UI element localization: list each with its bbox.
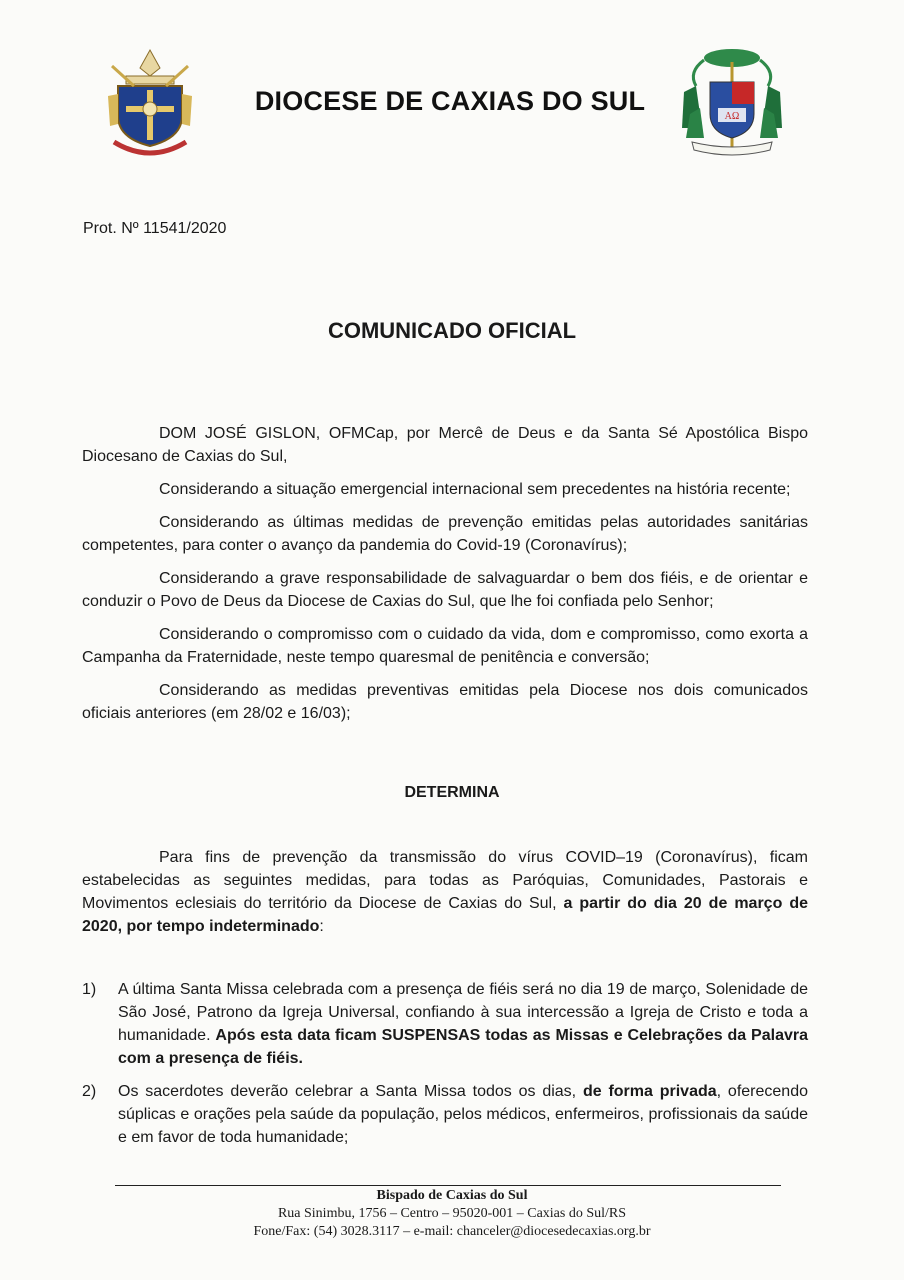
footer <box>0 1187 904 1241</box>
svg-text:AΩ: AΩ <box>724 111 740 122</box>
list-item <box>82 1080 808 1149</box>
measures-text: Para fins de prevenção da transmissão do vírus COVID–19 (Coronavírus), ficam estabelecidas as seguintes medidas, para todas as Paróquias, Comunidades, Pastorais e Movimentos eclesiais do território da Diocese de Caxias do Sul, <box>82 849 808 912</box>
footer-name: Bispado de Caxias do Sul <box>376 1188 528 1203</box>
considering-paragraph: Considerando as medidas preventivas emitidas pela Diocese nos dois comunicados oficiais anteriores (em 28/02 e 16/03); <box>82 682 808 722</box>
bishop-coat-of-arms-icon <box>674 42 790 166</box>
diocese-coat-of-arms-icon <box>104 46 196 164</box>
measures-section <box>82 846 808 948</box>
list-item-number: 1) <box>82 981 97 998</box>
considering-paragraph: Considerando o compromisso com o cuidado da vida, dom e compromisso, como exorta a Campanha da Fraternidade, neste tempo quaresmal de penitência e conversão; <box>82 626 808 666</box>
list-item-text <box>118 1080 808 1149</box>
item-bold: Após esta data ficam SUSPENSAS todas as Missas e Celebrações da Palavra com a presença de fiéis. <box>118 1027 808 1067</box>
considering-paragraph: Considerando as últimas medidas de prevenção emitidas pelas autoridades sanitárias competentes, para conter o avanço da pandemia do Covid-19 (Coronavírus); <box>82 514 808 554</box>
determina-heading: DETERMINA <box>404 784 500 801</box>
considering-paragraph: Considerando a grave responsabilidade de salvaguardar o bem dos fiéis, e de orientar e conduzir o Povo de Deus da Diocese de Caxias do Sul, que lhe foi confiada pelo Senhor; <box>82 570 808 610</box>
intro-paragraph: DOM JOSÉ GISLON, OFMCap, por Mercê de Deus e da Santa Sé Apostólica Bispo Diocesano de Caxias do Sul, <box>82 425 808 465</box>
measures-date-bold: a partir do dia 20 de março de 2020, por tempo indeterminado <box>82 895 808 935</box>
document-title: COMUNICADO OFICIAL <box>327 318 577 343</box>
intro-section <box>82 422 808 735</box>
item-text: Os sacerdotes deverão celebrar a Santa Missa todos os dias, <box>118 1083 583 1100</box>
item-text: A última Santa Missa celebrada com a presença de fiéis será no dia 19 de março, Solenidade de São José, Patrono da Igreja Universal, confiando à sua intercessão a Igreja de Cristo e toda a humanidade. <box>118 981 808 1044</box>
item-bold: de forma privada <box>582 1083 717 1100</box>
considering-paragraph: Considerando a situação emergencial internacional sem precedentes na história recente; <box>159 481 791 498</box>
diocese-title: DIOCESE DE CAXIAS DO SUL <box>254 86 646 116</box>
footer-contact: Fone/Fax: (54) 3028.3117 – e-mail: chanceler@diocesedecaxias.org.br <box>253 1224 651 1239</box>
item-after: , oferecendo súplicas e orações pela saúde da população, pelos médicos, enfermeiros, profissionais da saúde e em favor de toda humanidade; <box>118 1083 808 1146</box>
protocol-number: Prot. Nº 11541/2020 <box>83 220 227 237</box>
measures-paragraph <box>82 846 808 938</box>
list-item-text <box>118 978 808 1070</box>
footer-address: Rua Sinimbu, 1756 – Centro – 95020-001 – Caxias do Sul/RS <box>277 1206 627 1221</box>
measures-list <box>82 978 808 1159</box>
list-item-number: 2) <box>82 1083 97 1100</box>
footer-divider <box>115 1185 781 1186</box>
list-item <box>82 978 808 1070</box>
measures-end: : <box>319 918 324 935</box>
